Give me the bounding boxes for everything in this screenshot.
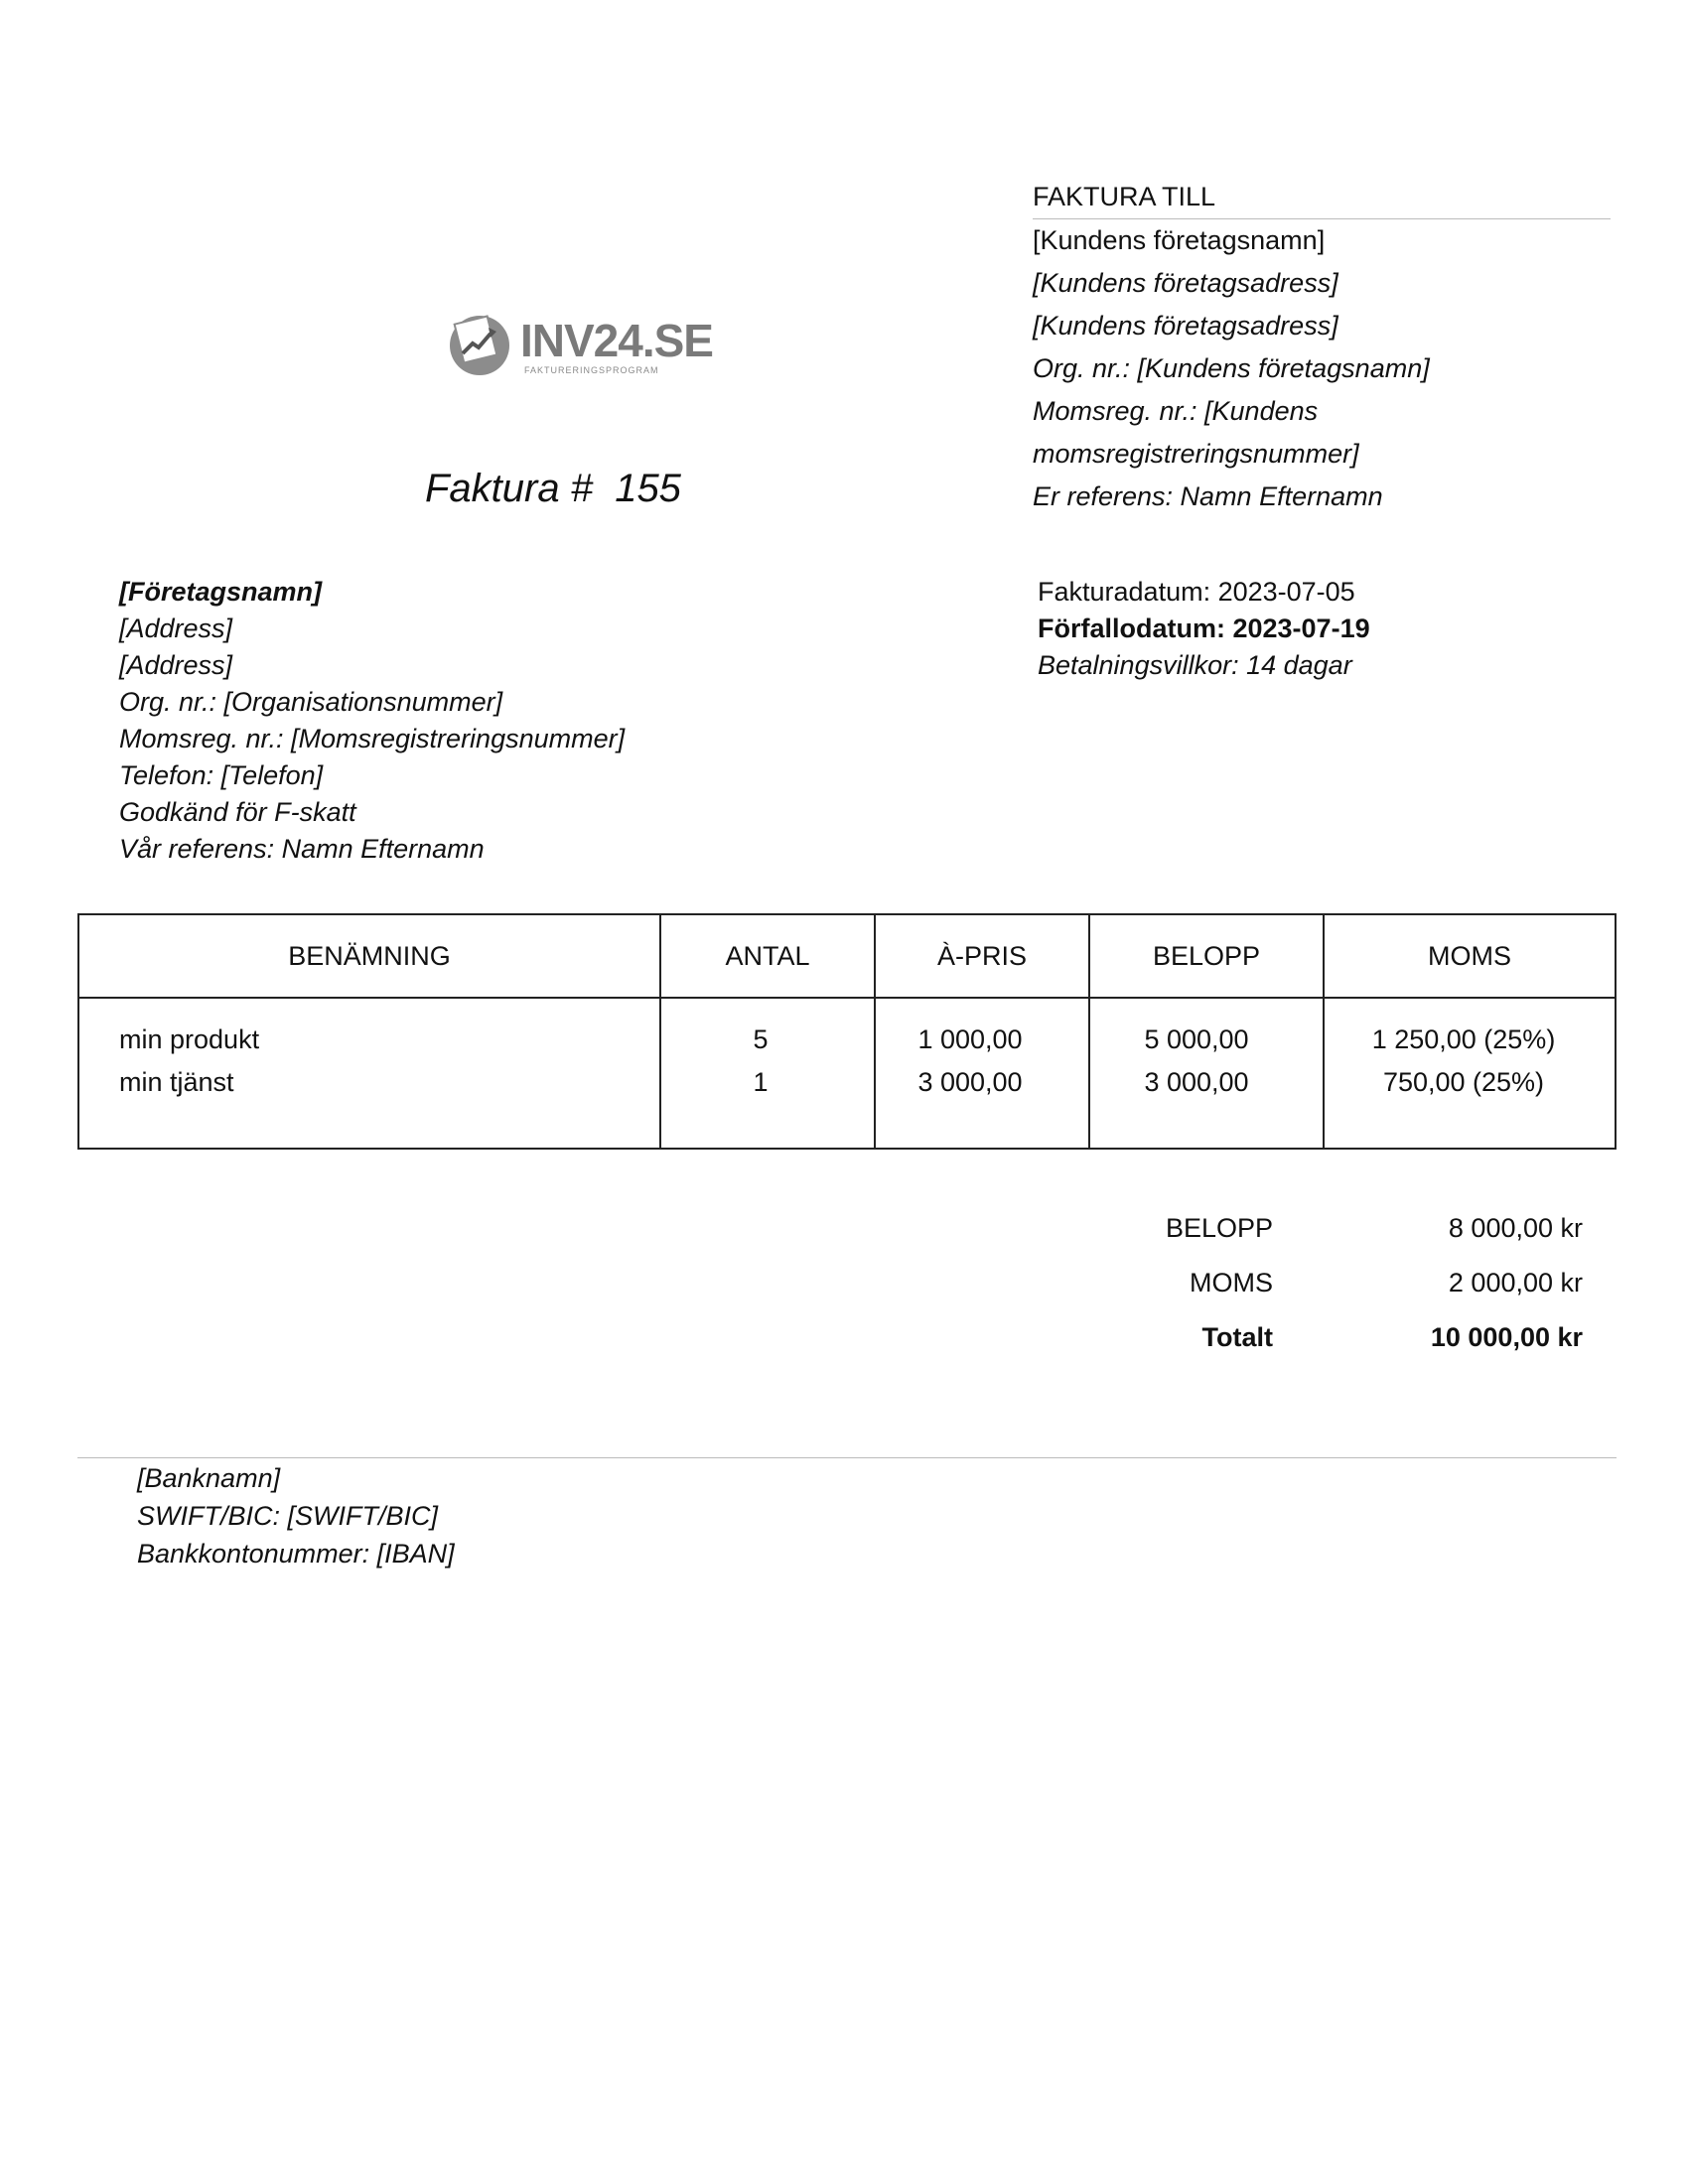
header-description: BENÄMNING [288,941,451,971]
invoice-date: Fakturadatum: 2023-07-05 [1038,577,1355,607]
item-quantity: 5 [753,1024,769,1054]
footer-divider [77,1457,1617,1458]
item-vat: 750,00 (25%) [1382,1067,1545,1097]
item-description: min produkt [119,1024,260,1054]
customer-address-2: [Kundens företagsadress] [1033,311,1338,341]
due-date: Förfallodatum: 2023-07-19 [1038,614,1370,643]
vat-total-label: MOMS [1190,1268,1273,1297]
bank-details [137,1459,455,1572]
header-amount: BELOPP [1152,941,1261,971]
vat-total-value: 2 000,00 kr [1448,1268,1583,1297]
sender-phone: Telefon: [Telefon] [119,760,324,790]
bill-to-heading: FAKTURA TILL [1033,175,1611,219]
customer-vat-nr-2: momsregistreringsnummer] [1033,439,1359,469]
items-table [77,913,1617,1150]
bill-to-block [1033,175,1611,518]
item-unit-price: 1 000,00 [917,1024,1023,1054]
item-vat: 1 250,00 (25%) [1371,1024,1556,1054]
grand-total-label: Totalt [1201,1322,1273,1352]
sender-vat-nr: Momsreg. nr.: [Momsregistreringsnummer] [119,724,626,753]
payment-terms: Betalningsvillkor: 14 dagar [1038,650,1352,680]
item-description: min tjänst [119,1067,234,1097]
sender-address-1: [Address] [119,614,233,643]
sender-org-nr: Org. nr.: [Organisationsnummer] [119,687,503,717]
header-unit-price: À-PRIS [936,941,1028,971]
customer-company: [Kundens företagsnamn] [1033,225,1326,255]
item-amount: 5 000,00 [1144,1024,1249,1054]
sender-reference: Vår referens: Namn Efternamn [119,834,485,864]
customer-vat-nr-1: Momsreg. nr.: [Kundens [1033,396,1319,426]
logo-brand-text: INV24.SE [520,315,713,366]
header-vat: MOMS [1428,941,1511,971]
logo-mark-icon [445,308,514,377]
invoice-dates [1038,574,1370,684]
bank-name: [Banknamn] [137,1463,281,1493]
item-quantity: 1 [753,1067,769,1097]
logo-tagline: FAKTURERINGSPROGRAM [524,365,659,375]
bank-swift: SWIFT/BIC: [SWIFT/BIC] [137,1501,438,1531]
sender-address-2: [Address] [119,650,233,680]
item-unit-price: 3 000,00 [917,1067,1023,1097]
customer-address-1: [Kundens företagsadress] [1033,268,1338,298]
sender-company: [Företagsnamn] [119,577,323,607]
grand-total-value: 10 000,00 kr [1430,1322,1583,1352]
customer-reference: Er referens: Namn Efternamn [1033,481,1383,511]
subtotal-value: 8 000,00 kr [1448,1213,1583,1243]
company-logo [445,308,713,387]
sender-block [119,574,625,868]
item-amount: 3 000,00 [1144,1067,1249,1097]
sender-ftax: Godkänd för F-skatt [119,797,356,827]
bank-account: Bankkontonummer: [IBAN] [137,1539,455,1569]
subtotal-label: BELOPP [1165,1213,1273,1243]
invoice-title: Faktura # 155 [425,467,681,510]
header-quantity: ANTAL [725,941,810,971]
customer-org-nr: Org. nr.: [Kundens företagsnamn] [1033,353,1430,383]
